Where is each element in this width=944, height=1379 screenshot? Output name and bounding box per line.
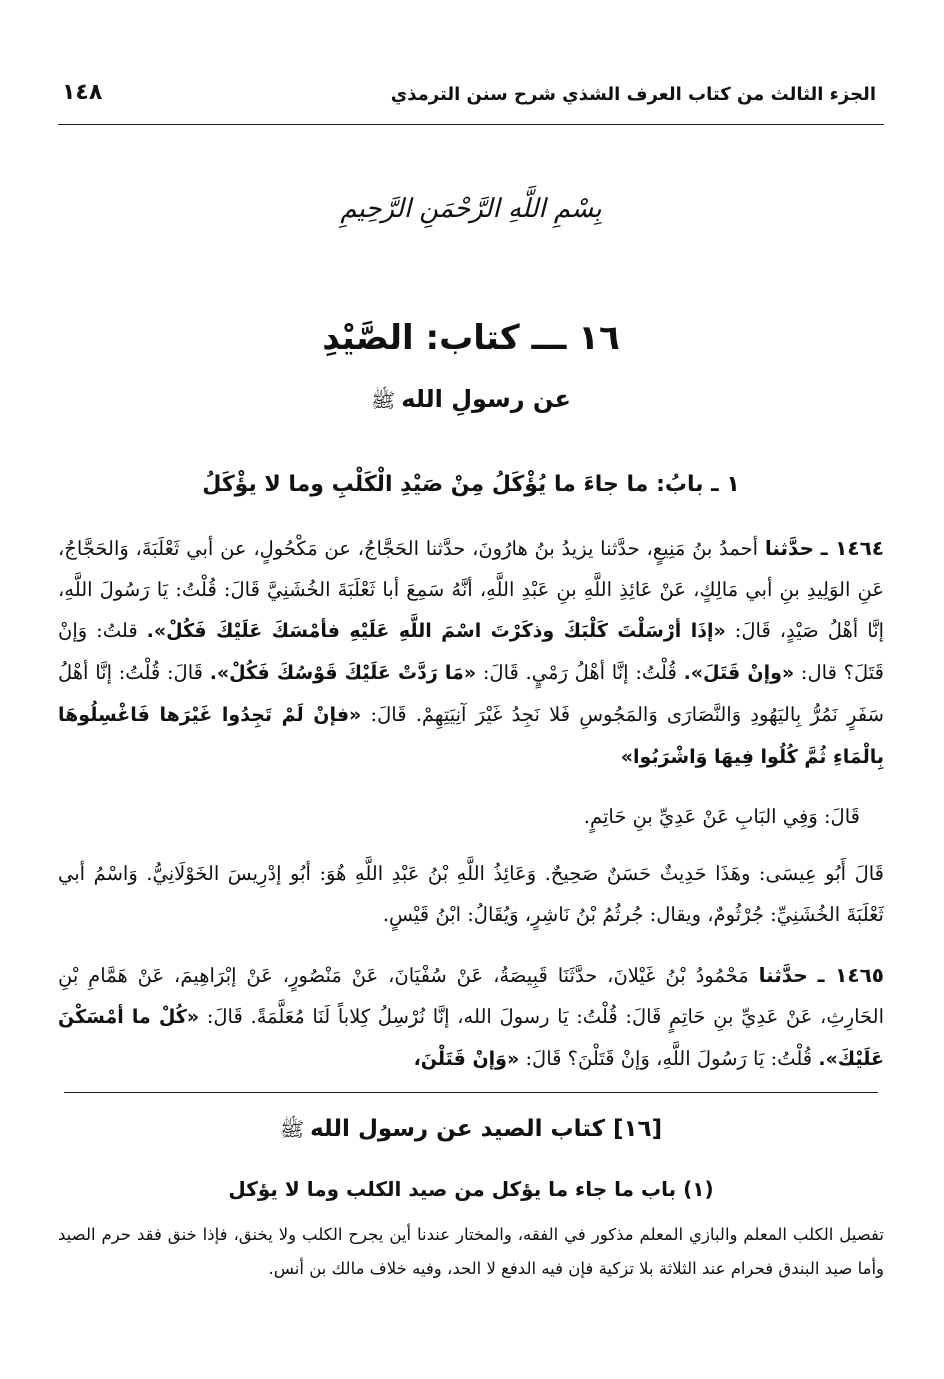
hadith-text: أحمدُ بنُ مَنِيعٍ، حدَّثنا يزيدُ بنُ هارُونَ، حدَّثنا الحَجَّاجُ، عن مَكْحُولٍ، عن أبي ثَعْلَبَةَ، وَالحَجَّاجُ، عَنِ الوَلِيدِ بنِ أبي مَالِكٍ، عَنْ عَائِذِ اللَّهِ بنِ عَبْدِ اللَّهِ، أنَّهُ سَمِعَ أبا ثَعْلَبَةَ الخُشَنِيَّ قَالَ: قُلْتُ: يَا رَسُولَ اللَّهِ، إنَّا أهْلُ صَيْدٍ، قَالَ:	[58, 537, 884, 642]
basmala: بِسْمِ اللَّهِ الرَّحْمَنِ الرَّحِيمِ	[340, 194, 602, 224]
prophetic-quote: «وَإنْ قَتَلْنَ،	[413, 1048, 520, 1070]
hadith-number: ١٤٦٥ ـ	[817, 963, 884, 987]
commentary-title	[58, 1116, 884, 1146]
prophetic-quote: «مَا رَدَّتْ عَلَيْكَ قَوْسُكَ فَكُلْ».	[209, 662, 477, 684]
note-bab: قَالَ: وَفِي البَابِ عَنْ عَدِيِّ بنِ حَاتِمٍ.	[583, 805, 860, 828]
running-title: الجزء الثالث من كتاب العرف الشذي شرح سنن الترمذي	[390, 84, 876, 105]
commentary-text: تفصيل الكلب المعلم والبازي المعلم مذكور في الفقه، والمختار عندنا أين يجرح الكلب ولا يخنق، فإذا خنق فقد حرم الصيد وأما صيد البندق فحرام عند الثلاثة بلا تزكية فإن فيه الدفع لا الحد، وفيه خلاف مالك بن أنس.	[58, 1225, 884, 1278]
prophetic-quote: «فإنْ لَمْ تَجِدُوا غَيْرَها فَاغْسِلُوهَا بِالْمَاءِ ثُمَّ كُلُوا فِيهَا وَاشْرَبُوا»	[58, 704, 884, 768]
hadith-text: قَالَ: قُلْتُ: إنَّا أهْلُ سَفَرٍ نَمُرُّ بِاليَهُودِ وَالنَّصَارَى وَالمَجُوسِ فَلا نَجِدُ غَيْرَ آنِيَتِهِمْ. قَالَ:	[58, 661, 884, 726]
book-subheading	[58, 385, 884, 417]
note-abu-isa: قَالَ أَبُو عِيسَى: وهَذَا حَدِيثٌ حَسَنٌ صَحِيحٌ. وَعَائِذُ اللَّهِ بْنُ عَبْدِ اللَّهِ هُوَ: أبُو إدْرِيسَ الخَوْلَانِيُّ. وَاسْمُ أبي ثَعْلَبَةَ الخُشَنِيِّ: جُرْثُومٌ، ويقال: جُرثُمُ بْنُ نَاشِرٍ، وَيُقَالُ: ابْنُ قَيْسٍ.	[58, 862, 884, 926]
hadith-number: ١٤٦٤ ـ	[820, 536, 884, 560]
hadith-1464	[58, 528, 884, 778]
hadith-text: قُلْتُ: يَا رَسُولَ اللَّهِ، وَإنْ قَتَلْنَ؟ قَالَ:	[525, 1047, 813, 1070]
salutation-glyph: ﷺ	[371, 388, 396, 412]
prophetic-quote: «كُلْ ما أمْسَكْنَ عَلَيْكَ».	[58, 1006, 884, 1070]
commentary-title-text: [١٦] كتاب الصيد عن رسول الله	[310, 1116, 663, 1142]
book-subheading-text: عن رسولِ الله	[401, 385, 571, 413]
salutation-glyph: ﷺ	[279, 1117, 305, 1141]
page-number: ١٤٨	[62, 80, 103, 105]
hadith-text: قلتُ: وَإنْ قَتَلَ؟ قال:	[58, 619, 884, 684]
commentary-chapter: (١) باب ما جاء ما يؤكل من صيد الكلب وما لا يؤكل	[228, 1177, 714, 1201]
book-heading: ١٦ ـــ كتاب: الصَّيْدِ	[322, 318, 620, 358]
hadith-opener: حدَّثنا	[764, 536, 815, 560]
hadith-opener: حدَّثنا	[758, 963, 808, 987]
running-header	[58, 80, 884, 125]
hadith-text: مَحْمُودُ بْنُ غَيْلانَ، حدَّثَنَا قَبِيصَةُ، عَنْ سُفْيَانَ، عَنْ مَنْصُورٍ، عَنْ إبْرَاهِيمَ، عَنْ هَمَّامِ بْنِ الحَارِثِ، عَنْ عَدِيِّ بنِ حَاتِمٍ قَالَ: قُلْتُ: يَا رسولَ الله، إنَّا نُرْسِلُ كِلاباً لَنَا مُعَلَّمَةً. قَالَ:	[58, 964, 884, 1028]
prophetic-quote: «وإنْ قَتَلَ».	[683, 662, 795, 684]
prophetic-quote: «إذَا أرْسَلْتَ كَلْبَكَ وذكَرْتَ اسْمَ اللَّهِ عَلَيْهِ فأمْسَكَ عَلَيْكَ فَكُلْ».	[146, 620, 726, 642]
footnote-divider	[64, 1092, 878, 1093]
chapter-heading: ١ ـ بابُ: ما جاءَ ما يُؤْكَلُ مِنْ صَيْدِ الْكَلْبِ وما لا يؤْكَلُ	[202, 472, 740, 497]
hadith-1465	[58, 955, 884, 1080]
book-page	[58, 0, 884, 1379]
hadith-text: قُلْتُ: إنَّا أهْلُ رَمْيٍ. قَالَ:	[482, 661, 677, 684]
